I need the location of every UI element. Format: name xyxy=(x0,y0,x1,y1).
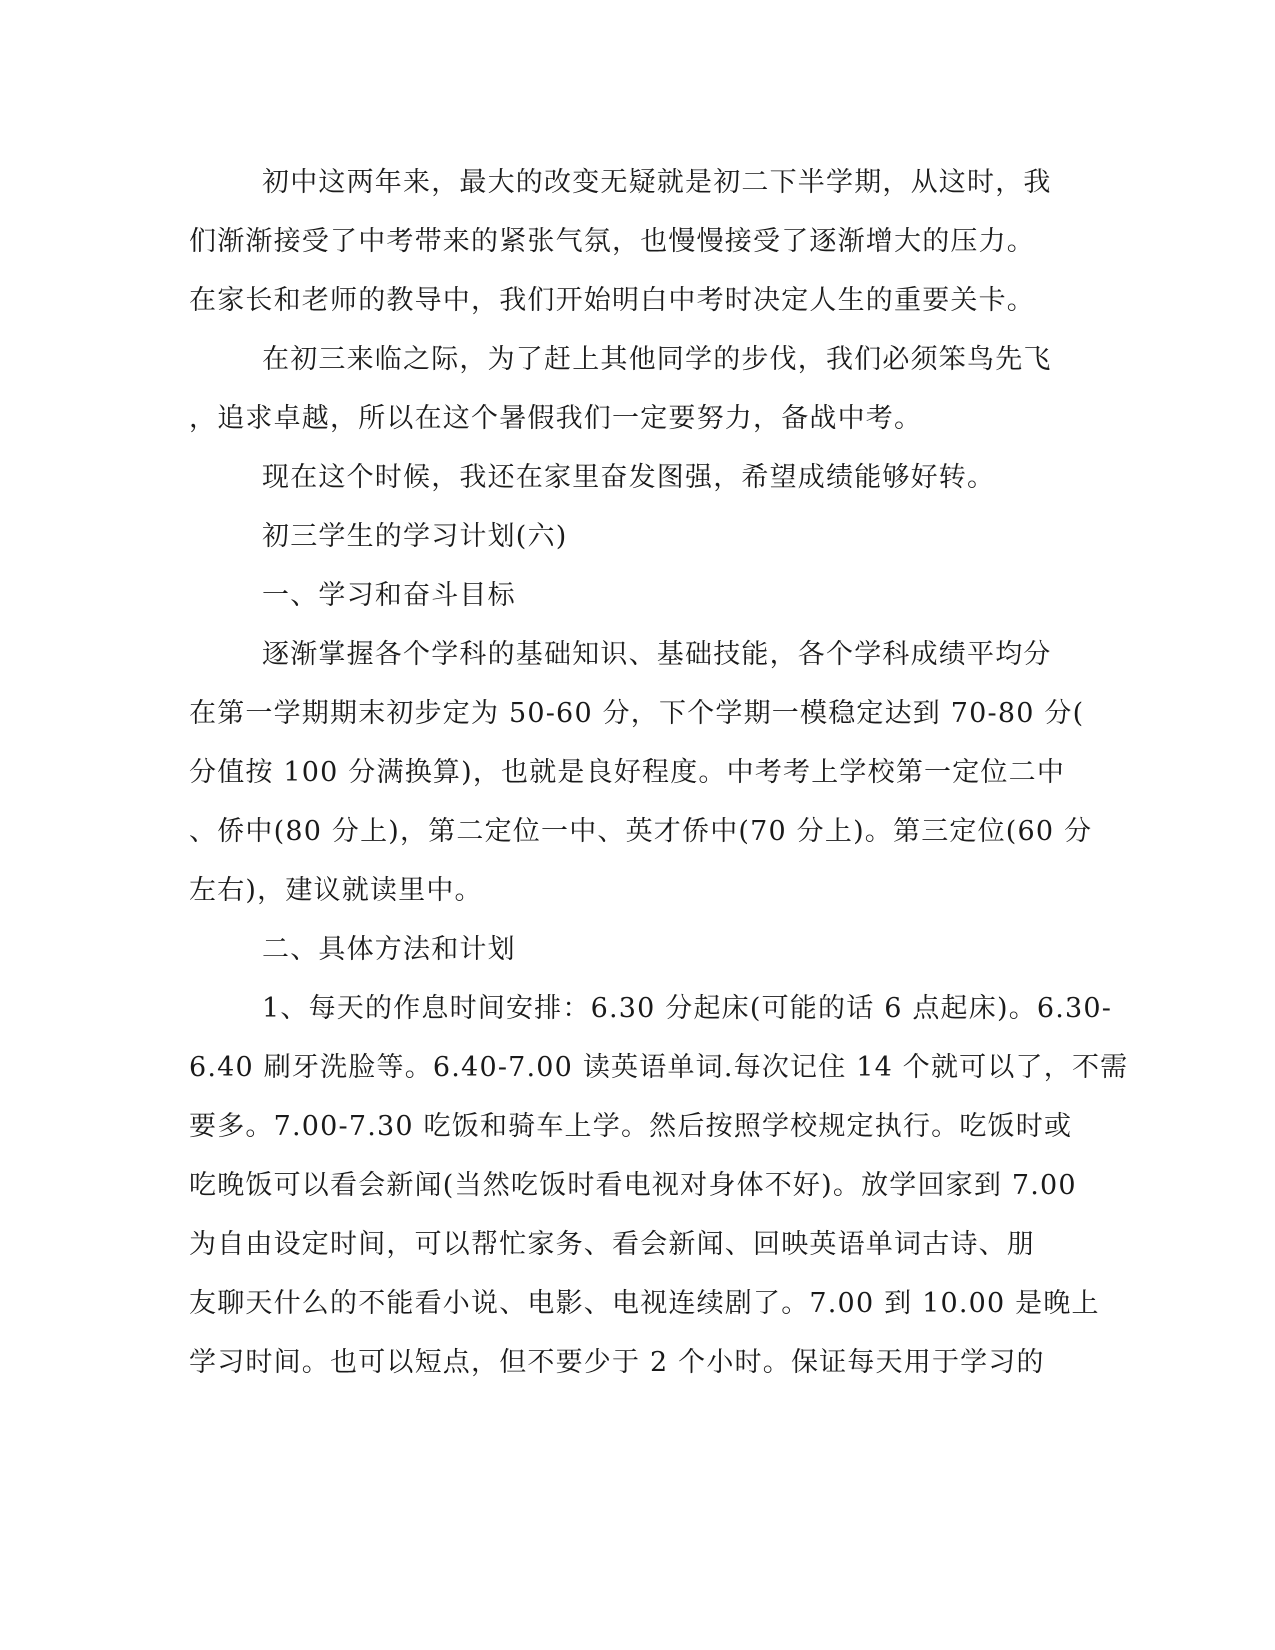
text-line: 学习时间。也可以短点，但不要少于 2 个小时。保证每天用于学习的 xyxy=(189,1347,1045,1378)
text-line: 1、每天的作息时间安排：6.30 分起床(可能的话 6 点起床)。6.30- xyxy=(262,993,1113,1024)
text-line: 为自由设定时间，可以帮忙家务、看会新闻、回映英语单词古诗、朋 xyxy=(189,1229,1035,1260)
text-line: 吃晚饭可以看会新闻(当然吃饭时看电视对身体不好)。放学回家到 7.00 xyxy=(189,1170,1077,1201)
text-line: 在第一学期期末初步定为 50-60 分，下个学期一模稳定达到 70-80 分( xyxy=(189,698,1085,729)
text-line: 分值按 100 分满换算)，也就是良好程度。中考考上学校第一定位二中 xyxy=(189,757,1066,788)
text-line: 友聊天什么的不能看小说、电影、电视连续剧了。7.00 到 10.00 是晚上 xyxy=(189,1288,1100,1319)
text-line: 逐渐掌握各个学科的基础知识、基础技能，各个学科成绩平均分 xyxy=(262,639,1052,670)
text-line: 6.40 刷牙洗脸等。6.40-7.00 读英语单词.每次记住 14 个就可以了，不需 xyxy=(189,1052,1129,1083)
text-line: 、侨中(80 分上)，第二定位一中、英才侨中(70 分上)。第三定位(60 分 xyxy=(189,816,1093,847)
text-line: 们渐渐接受了中考带来的紧张气氛，也慢慢接受了逐渐增大的压力。 xyxy=(189,226,1035,257)
text-line: 现在这个时候，我还在家里奋发图强，希望成绩能够好转。 xyxy=(262,462,996,493)
text-line: ，追求卓越，所以在这个暑假我们一定要努力，备战中考。 xyxy=(189,403,923,434)
text-line: 在家长和老师的教导中，我们开始明白中考时决定人生的重要关卡。 xyxy=(189,285,1035,316)
section-heading: 一、学习和奋斗目标 xyxy=(262,580,516,611)
section-heading: 二、具体方法和计划 xyxy=(262,934,516,965)
text-line: 要多。7.00-7.30 吃饭和骑车上学。然后按照学校规定执行。吃饭时或 xyxy=(189,1111,1073,1142)
section-title: 初三学生的学习计划(六) xyxy=(262,521,568,552)
text-line: 左右)，建议就读里中。 xyxy=(189,875,483,906)
text-line: 初中这两年来，最大的改变无疑就是初二下半学期，从这时，我 xyxy=(262,167,1052,198)
text-line: 在初三来临之际，为了赶上其他同学的步伐，我们必须笨鸟先飞 xyxy=(262,344,1052,375)
